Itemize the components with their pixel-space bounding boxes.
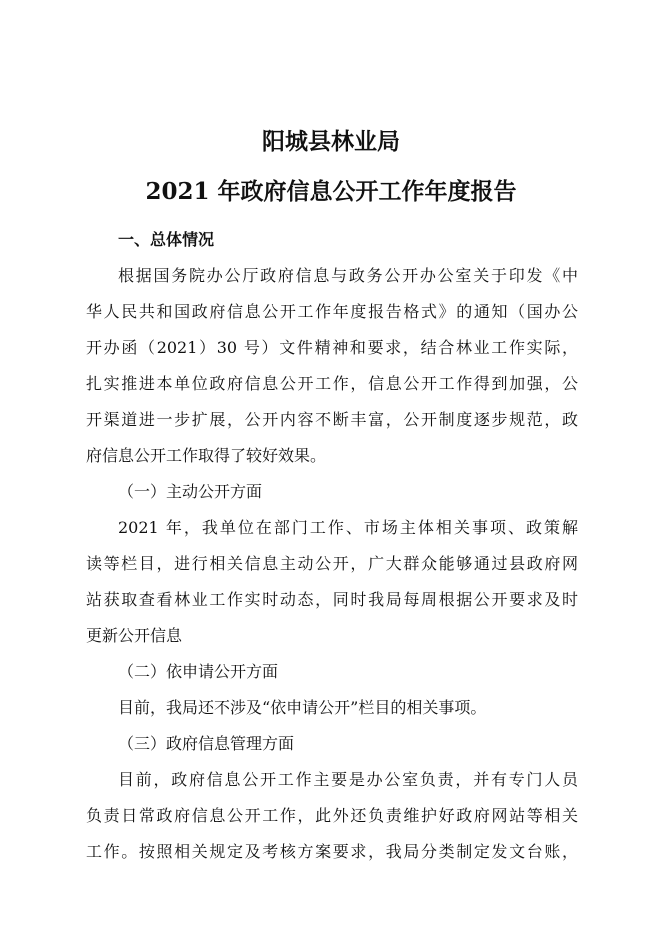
paragraph-line: 目前，政府信息公开工作主要是办公室负责，并有专门人员 [118, 770, 578, 789]
subsection-heading-management: （三）政府信息管理方面 [118, 734, 295, 753]
paragraph-line: 目前，我局还不涉及“依申请公开”栏目的相关事项。 [118, 698, 487, 717]
paragraph-line: 读等栏目，进行相关信息主动公开，广大群众能够通过县政府网 [86, 554, 578, 573]
subsection-heading-application: （二）依申请公开方面 [118, 662, 279, 681]
paragraph-line: 根据国务院办公厅政府信息与政务公开办公室关于印发《中 [118, 266, 578, 285]
paragraph-line: 工作。按照相关规定及考核方案要求，我局分类制定发文台账， [86, 842, 578, 861]
paragraph-line: 府信息公开工作取得了较好效果。 [86, 446, 327, 465]
document-title-report: 2021 年政府信息公开工作年度报告 [145, 178, 517, 205]
paragraph-line: 扎实推进本单位政府信息公开工作，信息公开工作得到加强，公 [86, 374, 578, 393]
paragraph-line: 更新公开信息 [86, 626, 183, 645]
paragraph-line: 开办函（2021）30 号）文件精神和要求，结合林业工作实际， [86, 338, 578, 357]
paragraph-line: 站获取查看林业工作实时动态，同时我局每周根据公开要求及时 [86, 590, 578, 609]
paragraph-line: 2021 年，我单位在部门工作、市场主体相关事项、政策解 [118, 518, 578, 537]
subsection-heading-proactive: （一）主动公开方面 [118, 482, 263, 501]
paragraph-line: 负责日常政府信息公开工作，此外还负责维护好政府网站等相关 [86, 806, 578, 825]
section-heading-overview: 一、总体情况 [118, 230, 215, 249]
paragraph-line: 开渠道进一步扩展，公开内容不断丰富，公开制度逐步规范，政 [86, 410, 578, 429]
paragraph-line: 华人民共和国政府信息公开工作年度报告格式》的通知（国办公 [86, 302, 578, 321]
document-title-org: 阳城县林业局 [262, 128, 400, 155]
